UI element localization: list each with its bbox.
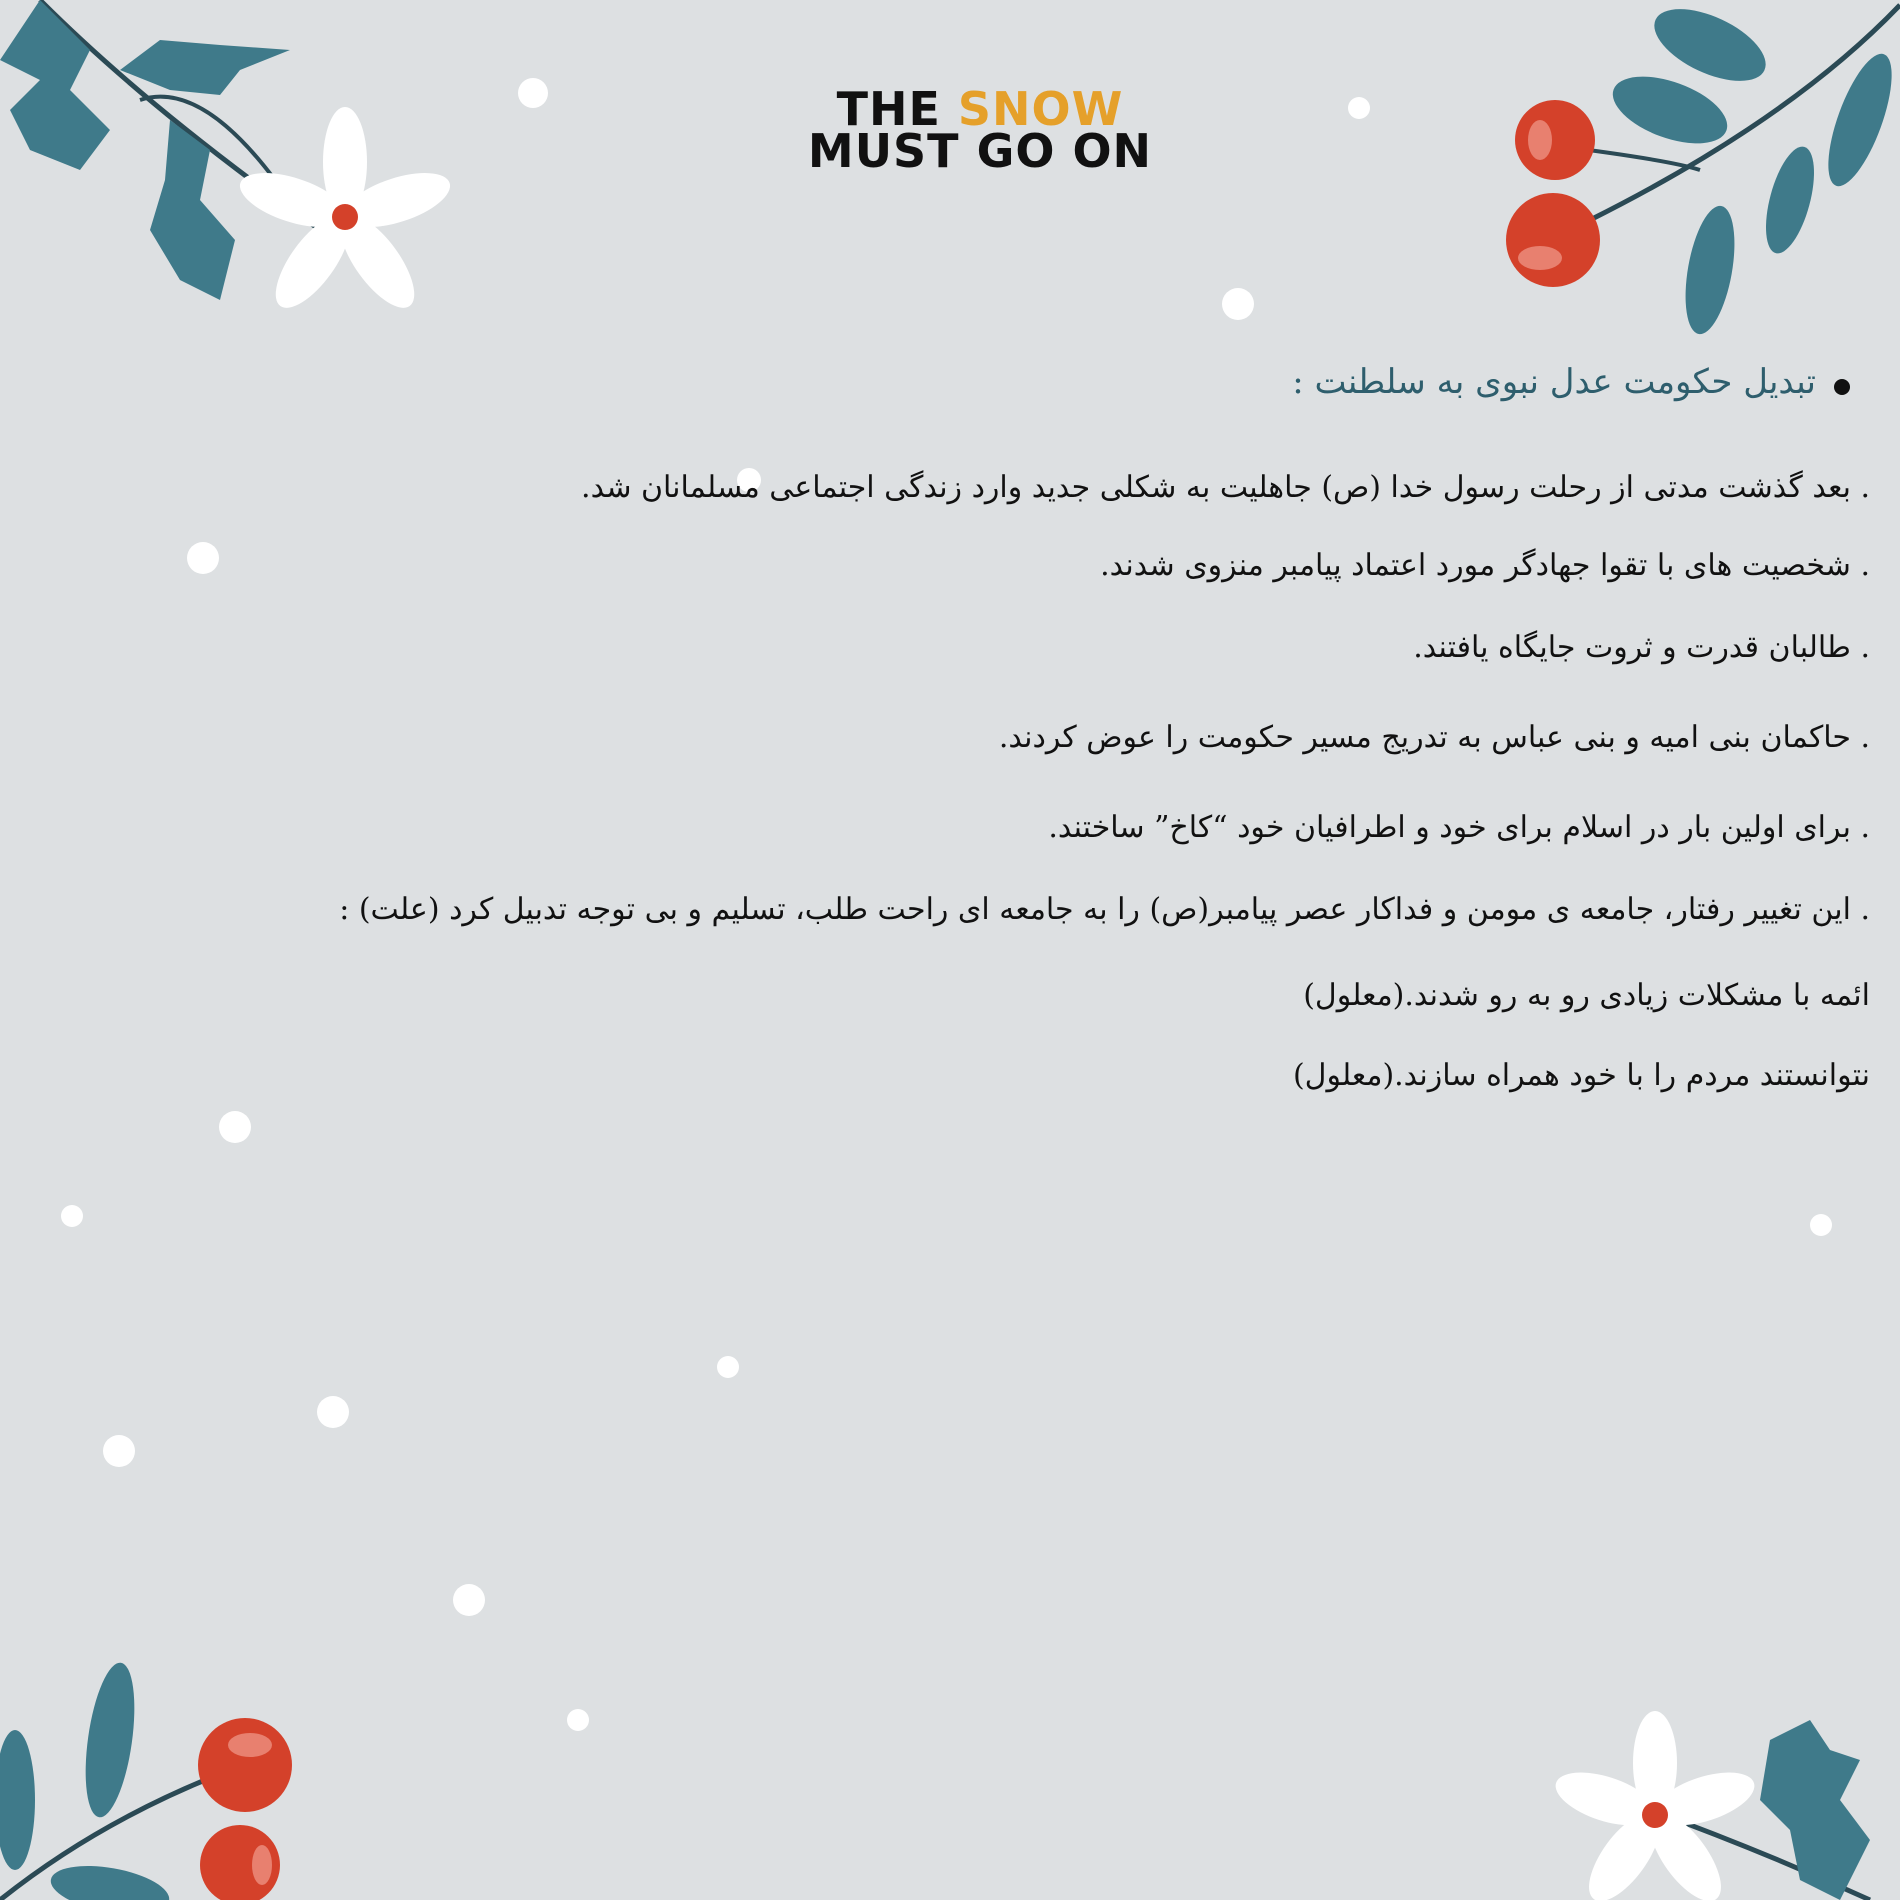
snow-dot bbox=[1222, 288, 1254, 320]
title-line-2: MUST GO ON bbox=[807, 124, 1153, 178]
section-heading bbox=[1292, 362, 1850, 402]
snow-dot bbox=[518, 78, 548, 108]
body-line: نتوانستند مردم را با خود همراه سازند.(معلول) bbox=[1292, 1058, 1870, 1093]
snow-dot bbox=[567, 1709, 589, 1731]
snow-dot bbox=[317, 1396, 349, 1428]
section-heading-text: تبدیل حکومت عدل نبوی به سلطنت : bbox=[1292, 362, 1816, 402]
body-line: . حاکمان بنی امیه و بنی عباس به تدریج مسیر حکومت را عوض کردند. bbox=[998, 720, 1870, 755]
title-logo bbox=[780, 82, 1180, 178]
body-line: . برای اولین بار در اسلام برای خود و اطرافیان خود “کاخ” ساختند. bbox=[1048, 810, 1870, 845]
snow-dot bbox=[103, 1435, 135, 1467]
snow-dot bbox=[1810, 1214, 1832, 1236]
bullet-icon bbox=[1834, 379, 1850, 395]
body-line: ائمه با مشکلات زیادی رو به رو شدند.(معلول) bbox=[1303, 978, 1870, 1013]
body-line: . شخصیت های با تقوا جهادگر مورد اعتماد پیامبر منزوی شدند. bbox=[1100, 548, 1870, 583]
snow-dot bbox=[61, 1205, 83, 1227]
holly-branch-top-left bbox=[0, 0, 460, 340]
body-line: . طالبان قدرت و ثروت جایگاه یافتند. bbox=[1413, 630, 1870, 665]
body-line: . این تغییر رفتار، جامعه ی مومن و فداکار عصر پیامبر(ص) را به جامعه ای راحت طلب، تسلیم و بی توجه تدبیل کرد (علت) : bbox=[339, 892, 1870, 927]
body-line: . بعد گذشت مدتی از رحلت رسول خدا (ص) جاهلیت به شکلی جدید وارد زندگی اجتماعی مسلمانان شد. bbox=[581, 470, 1870, 505]
holly-flower-bottom-right bbox=[1540, 1700, 1900, 1900]
snow-dot bbox=[219, 1111, 251, 1143]
title-snow: SNOW bbox=[957, 82, 1124, 136]
snow-dot bbox=[187, 542, 219, 574]
snow-dot bbox=[1348, 97, 1370, 119]
snow-dot bbox=[717, 1356, 739, 1378]
snow-dot bbox=[453, 1584, 485, 1616]
berry-branch-top-right bbox=[1490, 0, 1900, 350]
title-the: THE bbox=[836, 82, 941, 136]
berry-branch-bottom-left bbox=[0, 1660, 300, 1900]
